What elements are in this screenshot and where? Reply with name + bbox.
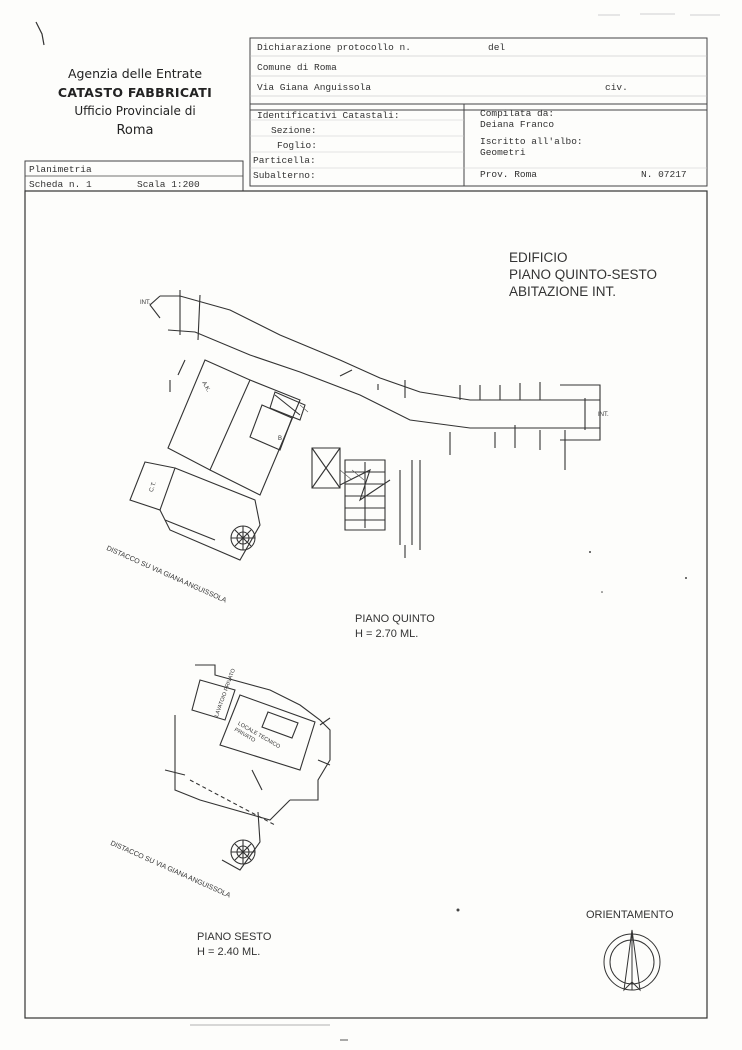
planimetria-label: Planimetria <box>29 164 92 175</box>
int-label: INT. <box>598 412 609 418</box>
agency-header <box>30 64 240 140</box>
particella-label: Particella: <box>253 155 316 166</box>
corner-mark <box>36 22 44 45</box>
lavatoio-label: LAVATOIO PRIVATO <box>213 668 238 718</box>
orientation-label: ORIENTAMENTO <box>586 909 674 921</box>
compilata-name: Deiana Franco <box>480 119 555 130</box>
ct-label: C.T. <box>148 480 158 494</box>
comune-value: Comune di Roma <box>257 62 337 73</box>
hatch-marks <box>300 405 364 480</box>
floor5-plan <box>130 290 600 560</box>
prov-value: Prov. Roma <box>480 169 538 180</box>
scheda-label: Scheda n. 1 <box>29 179 92 190</box>
via-value: Via Giana Anguissola <box>257 82 372 93</box>
compass-icon <box>604 930 660 990</box>
agency-name: Agenzia delle Entrate <box>67 66 203 81</box>
building-line2: PIANO QUINTO-SESTO <box>509 267 658 282</box>
iscritto-value: Geometri <box>480 147 526 158</box>
floor6-name: PIANO SESTO <box>197 931 272 943</box>
floor6-plan <box>165 665 330 870</box>
int-label: INT. <box>140 300 151 306</box>
building-title <box>509 249 657 300</box>
catasto-title: CATASTO FABBRICATI <box>57 85 213 100</box>
del-label: del <box>488 42 506 53</box>
b-label: B <box>278 436 283 442</box>
scan-artifact <box>598 14 720 15</box>
distacco-label-floor5: DISTACCO SU VIA GIANA ANGUISSOLA <box>105 545 228 605</box>
floor5-name: PIANO QUINTO <box>355 613 435 625</box>
office-label: Ufficio Provinciale di <box>74 104 196 118</box>
foglio-label: Foglio: <box>277 140 317 151</box>
iscritto-label: Iscritto all'albo: <box>480 136 583 147</box>
building-line1: EDIFICIO <box>509 250 568 265</box>
civ-label: civ. <box>605 82 628 93</box>
drawing-frame <box>25 191 707 1018</box>
floor5-height: H = 2.70 ML. <box>355 628 419 640</box>
floor6-height: H = 2.40 ML. <box>197 946 261 958</box>
building-line3: ABITAZIONE INT. <box>509 284 617 299</box>
floor6-caption <box>197 930 271 960</box>
dichiarazione-label: Dichiarazione protocollo n. <box>257 42 411 53</box>
floor5-caption <box>355 612 435 642</box>
scala-label: Scala 1:200 <box>137 179 200 190</box>
ak-label: A.K. <box>200 380 212 394</box>
albo-number: N. 07217 <box>641 169 687 180</box>
sezione-label: Sezione: <box>271 125 317 136</box>
subalterno-label: Subalterno: <box>253 170 316 181</box>
cadastral-title: Identificativi Catastali: <box>257 110 400 121</box>
office-city: Roma <box>116 123 154 138</box>
compilata-label: Compilata da: <box>480 108 555 119</box>
distacco-label-floor6: DISTACCO SU VIA GIANA ANGUISSOLA <box>109 840 232 900</box>
locale-tecnico-label: LOCALE TECNICO PRIVATO <box>233 720 281 751</box>
